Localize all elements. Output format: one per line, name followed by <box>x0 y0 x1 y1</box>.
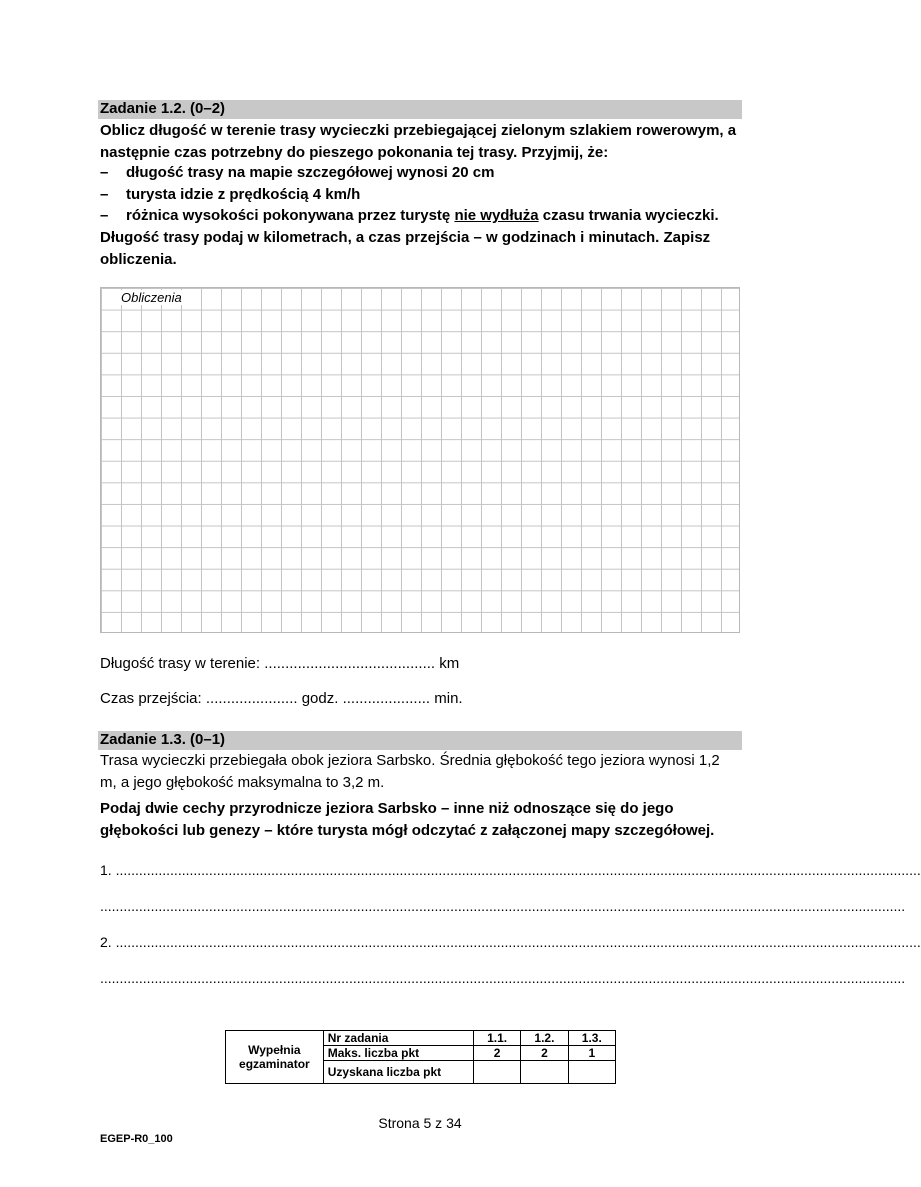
answer-line-number: 1. <box>100 862 112 878</box>
bullet-mark: – <box>100 207 109 224</box>
row-label-max: Maks. liczba pkt <box>323 1046 473 1061</box>
bullet-text-before: różnica wysokości pokonywana przez turystę <box>126 207 455 224</box>
answer-line-number: 2. <box>100 934 112 950</box>
bullet-item <box>100 184 750 206</box>
answer-line-dots: ............................................................................................................................................................................................................... <box>115 934 921 950</box>
answer-line-2[interactable] <box>100 934 921 950</box>
task-number-cell: 1.3. <box>568 1031 615 1046</box>
answer-length-line[interactable]: Długość trasy w terenie: ......................................... km <box>100 655 460 672</box>
answer-line-1[interactable] <box>100 862 921 878</box>
max-points-cell: 1 <box>568 1046 615 1061</box>
row-label-obtained: Uzyskana liczba pkt <box>323 1061 473 1084</box>
task-1-3-header: Zadanie 1.3. (0–1) <box>98 731 742 750</box>
answer-line-dots: ............................................................................................................................................................................................................... <box>100 970 906 986</box>
grid-label: Obliczenia <box>121 290 182 305</box>
max-points-cell: 2 <box>473 1046 520 1061</box>
bullet-text-underlined: nie wydłuża <box>454 207 539 224</box>
max-points-cell: 2 <box>521 1046 568 1061</box>
task-1-2-intro: Oblicz długość w terenie trasy wycieczki przebiegającej zielonym szlakiem rowerowym, a następnie czas potrzebny do pieszego pokonania tej trasy. Przyjmij, że: <box>100 122 737 161</box>
document-code: EGEP-R0_100 <box>100 1133 173 1145</box>
bullet-item <box>100 162 750 184</box>
task-1-2-bullets <box>100 162 750 227</box>
filled-by-label: Wypełnia egzaminator <box>239 1043 310 1071</box>
bullet-text: turysta idzie z prędkością 4 km/h <box>126 185 361 203</box>
answer-line-1b[interactable] <box>100 898 906 914</box>
calculation-grid[interactable] <box>100 287 740 633</box>
task-1-3-instruction: Podaj dwie cechy przyrodnicze jeziora Sarbsko – inne niż odnoszące się do jego głębokości lub genezy – które turysta mógł odczytać z załączonej mapy szczegółowej. <box>100 800 715 839</box>
score-table <box>225 1030 616 1084</box>
answer-line-dots: ............................................................................................................................................................................................................... <box>100 898 906 914</box>
row-label-task: Nr zadania <box>323 1031 473 1046</box>
filled-by-cell <box>226 1031 324 1084</box>
task-1-3-context: Trasa wycieczki przebiegała obok jeziora Sarbsko. Średnia głębokość tego jeziora wynosi 1,2 m, a jego głębokość maksymalna to 3,2 m. <box>100 752 720 791</box>
obtained-points-cell[interactable] <box>473 1061 520 1084</box>
page-number: Strona 5 z 34 <box>378 1115 462 1131</box>
bullet-mark: – <box>100 185 109 203</box>
answer-line-dots: ............................................................................................................................................................................................................... <box>115 862 921 878</box>
task-number-cell: 1.2. <box>521 1031 568 1046</box>
task-1-2-instruction: Długość trasy podaj w kilometrach, a czas przejścia – w godzinach i minutach. Zapisz obliczenia. <box>100 229 711 268</box>
obtained-points-cell[interactable] <box>521 1061 568 1084</box>
answer-time-line[interactable]: Czas przejścia: ...................... godz. ..................... min. <box>100 690 463 707</box>
bullet-text: długość trasy na mapie szczegółowej wynosi 20 cm <box>126 164 495 181</box>
bullet-text-after: czasu trwania wycieczki. <box>538 207 719 224</box>
task-1-2-header: Zadanie 1.2. (0–2) <box>98 100 742 119</box>
obtained-points-cell[interactable] <box>568 1061 615 1084</box>
bullet-mark: – <box>100 164 109 181</box>
bullet-item <box>100 205 750 227</box>
task-number-cell: 1.1. <box>473 1031 520 1046</box>
answer-line-2b[interactable] <box>100 970 906 986</box>
